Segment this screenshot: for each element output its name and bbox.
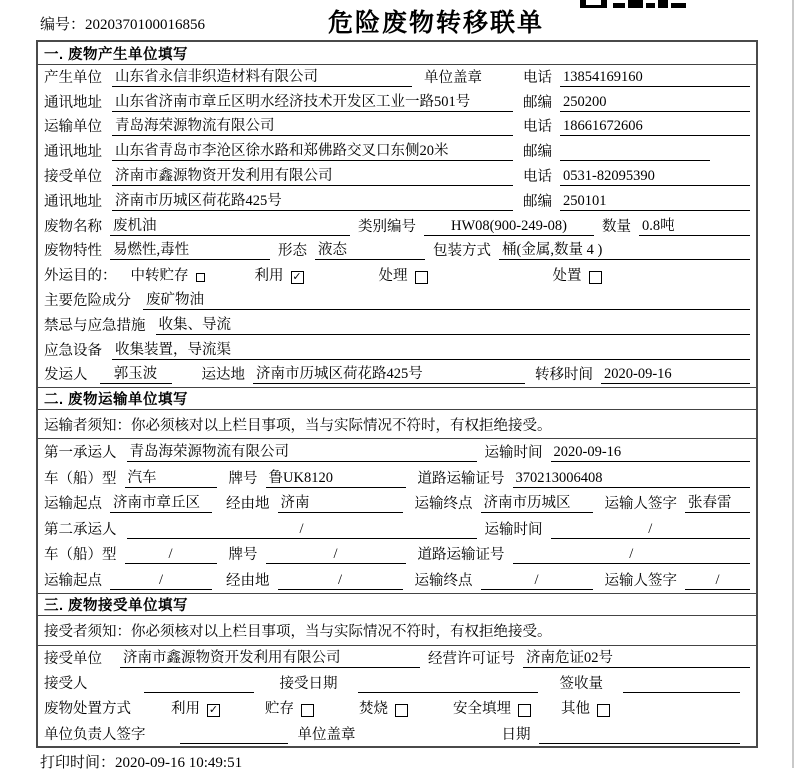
purpose-opt-storage-label: 中转贮存: [130, 268, 189, 285]
plate2-value: /: [266, 546, 406, 564]
producer-value: 山东省永信非织造材料有限公司: [112, 65, 412, 87]
phone-label: 电话: [523, 119, 552, 136]
route-via2-value: /: [278, 572, 403, 590]
qr-code-fragment-icon: [580, 0, 686, 8]
disposal-opt-other-label: 其他: [561, 701, 590, 718]
row-dispatch: [38, 363, 756, 388]
transporter-sign-value: 张春雷: [685, 491, 750, 513]
row-vehicle2: [38, 542, 756, 568]
print-time-label: 打印时间：: [40, 755, 116, 771]
road-cert-value: 370213006408: [513, 470, 751, 488]
waste-props-label: 废物特性: [44, 243, 102, 260]
purpose-opt-treat-label: 处理: [378, 268, 408, 285]
receiver-phone-value: 0531-82095390: [560, 168, 750, 186]
pack-value: 桶(金属,数量 4 ): [499, 238, 750, 260]
route-start-label: 运输起点: [44, 496, 102, 513]
transport-time-label: 运输时间: [484, 521, 543, 538]
transporter-value: 青岛海荣源物流有限公司: [112, 114, 513, 136]
row-carrier1: [38, 439, 756, 465]
producer-phone-value: 13854169160: [560, 69, 750, 87]
route-start2-value: /: [110, 572, 212, 590]
vehicle-type-value: 汽车: [125, 466, 217, 488]
checkbox-disposal-storage: [301, 704, 314, 717]
accept-unit-value: 济南市鑫源物资开发利用有限公司: [120, 646, 420, 668]
row-transporter-address: [38, 139, 756, 164]
dispatcher-value: 郭玉波: [100, 362, 172, 384]
waste-form-label: 形态: [278, 243, 307, 260]
waste-code-label: 类别编号: [358, 218, 416, 235]
route-start-value: 济南市章丘区: [110, 491, 212, 513]
zip-label: 邮编: [523, 144, 552, 161]
row-producer-address: [38, 90, 756, 115]
checkbox-disposal-landfill: [518, 704, 531, 717]
waste-props-value: 易燃性,毒性: [110, 238, 270, 260]
row-vehicle1: [38, 465, 756, 491]
transporter-phone-value: 18661672606: [560, 118, 750, 136]
section2-title: 二. 废物运输单位填写: [38, 387, 756, 410]
accept-date-label: 接受日期: [279, 676, 338, 693]
measures-label: 禁忌与应急措施: [44, 317, 146, 334]
measures-value: 收集、导流: [156, 313, 751, 335]
row-hazard: [38, 288, 756, 313]
license-label: 经营许可证号: [428, 651, 515, 668]
row-acceptor: [38, 671, 756, 696]
seal-label: 单位盖章: [424, 69, 482, 86]
checkbox-disposal-use: ✓: [208, 703, 219, 717]
waste-code-value: HW08(900-249-08): [424, 218, 594, 236]
serial-number: [40, 13, 205, 34]
transport-time-label: 运输时间: [484, 444, 543, 461]
transfer-form-table: [36, 40, 758, 748]
row-waste-props: [38, 239, 756, 264]
address-label: 通讯地址: [44, 193, 102, 210]
road-cert-label: 道路运输证号: [417, 470, 505, 487]
receiver-label: 接受单位: [44, 168, 102, 185]
hazard-value: 废矿物油: [143, 288, 750, 310]
receipt-qty-label: 签收量: [559, 676, 603, 693]
route-via-label: 经由地: [226, 572, 270, 589]
row-purpose: [38, 263, 756, 288]
producer-label: 产生单位: [44, 69, 102, 86]
accept-unit-label: 接受单位: [44, 651, 102, 668]
route-end2-value: /: [481, 572, 593, 590]
responsible-sign-label: 单位负责人签字: [44, 726, 146, 743]
plate-value: 鲁UK8120: [266, 466, 406, 488]
pack-label: 包装方式: [433, 243, 491, 260]
accept-date-value: [358, 676, 538, 693]
route-via-label: 经由地: [226, 496, 270, 513]
row-route2: [38, 567, 756, 593]
license-value: 济南危证02号: [523, 646, 750, 668]
vehicle-type2-value: /: [125, 546, 217, 564]
address-label: 通讯地址: [44, 94, 102, 111]
section3-notice: 接受者须知：你必须核对以上栏目事项，当与实际情况不符时，有权拒绝接受。: [38, 616, 756, 646]
vehicle-type-label: 车（船）型: [44, 547, 117, 564]
disposal-opt-use-label: 利用: [171, 701, 200, 718]
transporter-sign-label: 运输人签字: [604, 572, 677, 589]
row-equipment: [38, 338, 756, 363]
row-route1: [38, 491, 756, 517]
route-via-value: 济南: [278, 491, 403, 513]
zip-label: 邮编: [523, 193, 552, 210]
checkbox-dispose: [589, 271, 602, 284]
equipment-value: 收集装置，导流渠: [112, 338, 750, 360]
row-accept-unit: [38, 646, 756, 671]
waste-qty-label: 数量: [602, 218, 631, 235]
transfer-time-value: 2020-09-16: [601, 366, 750, 384]
transporter-sign2-value: /: [685, 572, 750, 590]
checkbox-treat: [415, 271, 428, 284]
producer-address-value: 山东省济南市章丘区明水经济技术开发区工业一路501号: [112, 90, 513, 112]
disposal-opt-landfill-label: 安全填埋: [453, 701, 511, 718]
unit-seal-label: 单位盖章: [297, 726, 356, 743]
checkbox-disposal-burn: [395, 704, 408, 717]
transporter-zip-value: [560, 144, 710, 161]
transporter-address-value: 山东省青岛市李沧区徐水路和郑佛路交叉口东侧20米: [112, 139, 513, 161]
responsible-sign-value: [180, 727, 288, 744]
disposal-method-label: 废物处置方式: [44, 701, 131, 718]
plate-label: 牌号: [228, 547, 258, 564]
receiver-address-value: 济南市历城区荷花路425号: [112, 189, 513, 211]
row-responsible-sign: [38, 721, 756, 746]
receipt-qty-value: [623, 676, 740, 693]
waste-qty-value: 0.8吨: [639, 214, 750, 236]
zip-label: 邮编: [523, 94, 552, 111]
date-value: [539, 727, 741, 744]
transfer-time-label: 转移时间: [535, 367, 593, 384]
acceptor-label: 接受人: [44, 676, 88, 693]
section1-title: 一. 废物产生单位填写: [38, 42, 756, 65]
page-edge-divider: [792, 0, 794, 768]
destination-value: 济南市历城区荷花路425号: [253, 362, 525, 384]
equipment-label: 应急设备: [44, 342, 102, 359]
route-end-label: 运输终点: [414, 496, 473, 513]
row-receiver-address: [38, 189, 756, 214]
transporter-label: 运输单位: [44, 119, 102, 136]
plate-label: 牌号: [228, 470, 258, 487]
road-cert-label: 道路运输证号: [417, 547, 505, 564]
producer-zip-value: 250200: [560, 94, 750, 112]
road-cert2-value: /: [513, 546, 751, 564]
row-waste-name: [38, 214, 756, 239]
waste-name-label: 废物名称: [44, 218, 102, 235]
serial-value: 2020370100016856: [85, 17, 206, 33]
disposal-opt-storage-label: 贮存: [265, 701, 294, 718]
receiver-value: 济南市鑫源物资开发利用有限公司: [112, 164, 513, 186]
carrier2-label: 第二承运人: [44, 521, 117, 538]
row-carrier2: [38, 516, 756, 542]
print-time: [40, 751, 242, 772]
acceptor-value: [144, 676, 254, 693]
row-transporter: [38, 115, 756, 140]
row-producer: [38, 65, 756, 90]
transport-time-value: 2020-09-16: [551, 444, 751, 462]
receiver-zip-value: 250101: [560, 193, 750, 211]
row-measures: [38, 313, 756, 338]
page-title: 危险废物转移联单: [328, 9, 545, 37]
checkbox-transfer-storage: [196, 273, 205, 282]
section2-notice: 运输者须知：你必须核对以上栏目事项，当与实际情况不符时，有权拒绝接受。: [38, 410, 756, 439]
address-label: 通讯地址: [44, 144, 102, 161]
section3-title: 三. 废物接受单位填写: [38, 593, 756, 616]
checkbox-disposal-other: [597, 704, 610, 717]
date-label: 日期: [501, 726, 531, 743]
checkbox-use: ✓: [292, 270, 302, 284]
row-receiver: [38, 164, 756, 189]
carrier2-value: /: [127, 521, 477, 539]
hazard-label: 主要危险成分: [44, 292, 131, 309]
transport-time2-value: /: [551, 521, 751, 539]
disposal-opt-burn-label: 焚烧: [359, 701, 388, 718]
transporter-sign-label: 运输人签字: [604, 496, 677, 513]
route-end-value: 济南市历城区: [481, 491, 593, 513]
phone-label: 电话: [523, 168, 552, 185]
carrier1-label: 第一承运人: [44, 444, 117, 461]
purpose-label: 外运目的：: [44, 268, 117, 285]
purpose-opt-dispose-label: 处置: [552, 268, 582, 285]
carrier1-value: 青岛海荣源物流有限公司: [127, 440, 477, 462]
serial-label: 编号：: [40, 17, 86, 33]
print-time-value: 2020-09-16 10:49:51: [115, 755, 243, 771]
row-disposal-method: [38, 696, 756, 721]
dispatcher-label: 发运人: [44, 367, 88, 384]
phone-label: 电话: [523, 69, 552, 86]
waste-form-value: 液态: [315, 238, 425, 260]
purpose-opt-use-label: 利用: [254, 268, 284, 285]
route-start-label: 运输起点: [44, 572, 102, 589]
vehicle-type-label: 车（船）型: [44, 470, 117, 487]
destination-label: 运达地: [201, 367, 245, 384]
route-end-label: 运输终点: [414, 572, 473, 589]
waste-name-value: 废机油: [110, 214, 350, 236]
